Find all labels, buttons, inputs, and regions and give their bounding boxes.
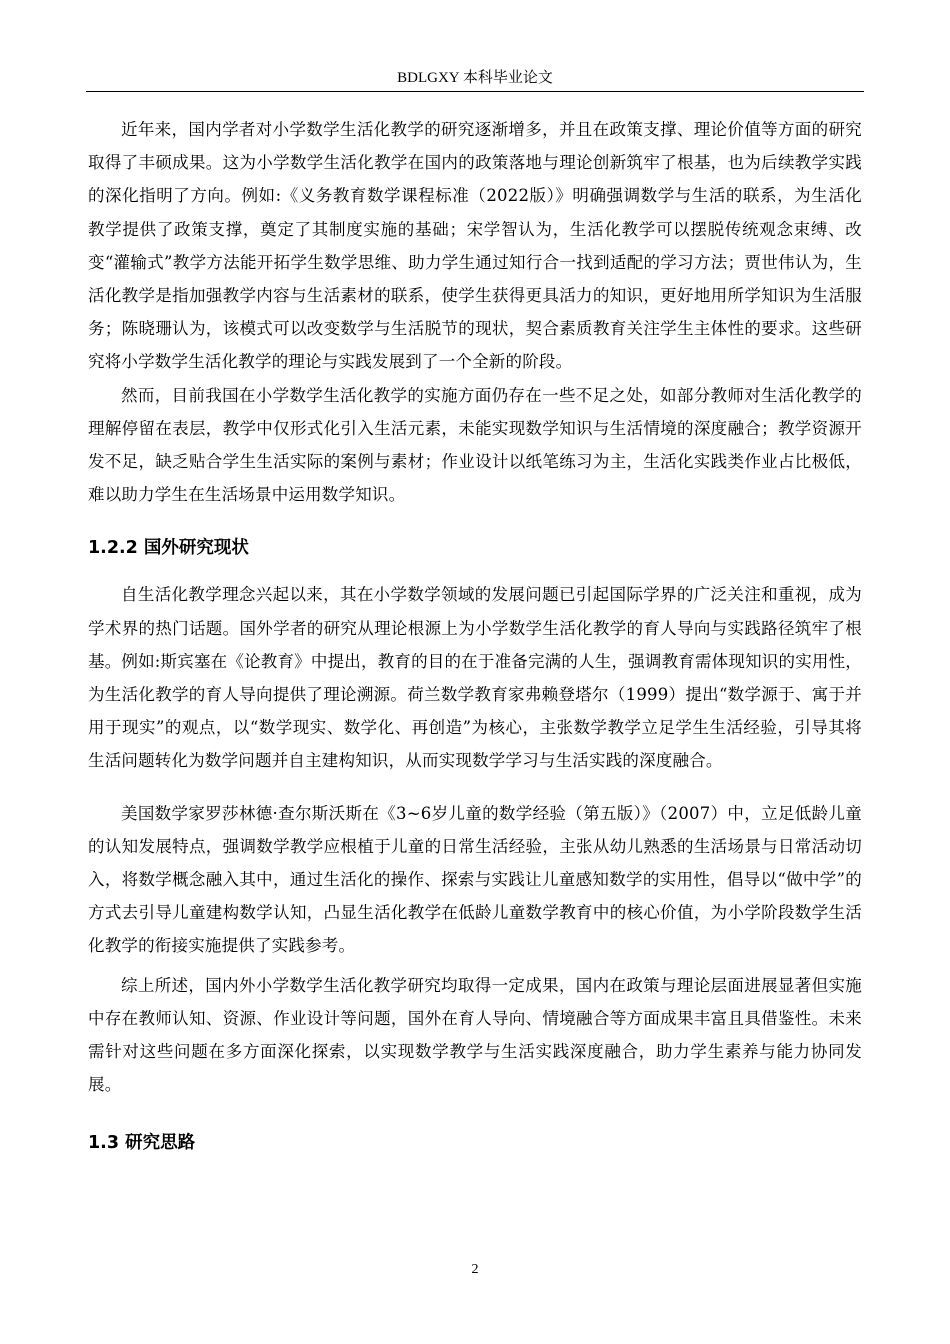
paragraph-spacer [88, 778, 862, 797]
header-rule [86, 91, 864, 92]
paragraph-domestic-2: 然而，目前我国在小学数学生活化教学的实施方面仍存在一些不足之处，如部分教师对生活化教学的理解停留在表层，教学中仅形式化引入生活元素，未能实现数学知识与生活情境的深度融合；教学资源开发不足，缺乏贴合学生生活实际的案例与素材；作业设计以纸笔练习为主，生活化实践类作业占比极低，难以助力学生在生活场景中运用数学知识。 [88, 385, 862, 505]
running-header: BDLGXY 本科毕业论文 [397, 70, 553, 86]
section-heading-1-3: 1.3 研究思路 [88, 1133, 196, 1154]
page-number: 2 [471, 1262, 479, 1277]
section-heading-1-2-2: 1.2.2 国外研究现状 [88, 538, 249, 559]
paragraph-foreign-1: 自生活化教学理念兴起以来，其在小学数学领域的发展问题已引起国际学界的广泛关注和重视，成为学术界的热门话题。国外学者的研究从理论根源上为小学数学生活化教学的育人导向与实践路径筑牢了根基。例如:斯宾塞在《论教育》中提出，教育的目的在于准备完满的人生，强调教育需体现知识的实用性，为生活化教学的育人导向提供了理论溯源。荷兰数学教育家弗赖登塔尔（1999）提出“数学源于、寓于并用于现实”的观点，以“数学现实、数学化、再创造”为核心，主张数学教学立足学生生活经验，引导其将生活问题转化为数学问题并自主建构知识，从而实现数学学习与生活实践的深度融合。 [88, 585, 862, 771]
page-body [88, 113, 862, 1155]
paragraph-domestic-1: 近年来，国内学者对小学数学生活化教学的研究逐渐增多，并且在政策支撑、理论价值等方面的研究取得了丰硕成果。这为小学数学生活化教学在国内的政策落地与理论创新筑牢了根基，也为后续教学实践的深化指明了方向。例如:《义务教育数学课程标准（2022版）》明确强调数学与生活的联系，为生活化教学提供了政策支撑，奠定了其制度实施的基础；宋学智认为，生活化教学可以摆脱传统观念束缚、改变“灌输式”教学方法能开拓学生数学思维、助力学生通过知行合一找到适配的学习方法；贾世伟认为，生活化教学是指加强教学内容与生活素材的联系，使学生获得更具活力的知识，更好地用所学知识为生活服务；陈晓珊认为，该模式可以改变数学与生活脱节的现状，契合素质教育关注学生主体性的要求。这些研究将小学数学生活化教学的理论与实践发展到了一个全新的阶段。 [88, 120, 862, 372]
paragraph-summary: 综上所述，国内外小学数学生活化教学研究均取得一定成果，国内在政策与理论层面进展显著但实施中存在教师认知、资源、作业设计等问题，国外在育人导向、情境融合等方面成果丰富且具借鉴性。未来需针对这些问题在多方面深化探索，以实现数学教学与生活实践深度融合，助力学生素养与能力协同发展。 [88, 975, 862, 1095]
paragraph-foreign-2: 美国数学家罗莎林德·查尔斯沃斯在《3~6岁儿童的数学经验（第五版）》（2007）中，立足低龄儿童的认知发展特点，强调数学教学应根植于儿童的日常生活经验，主张从幼儿熟悉的生活场景与日常活动切入，将数学概念融入其中，通过生活化的操作、探索与实践让儿童感知数学的实用性，倡导以“做中学”的方式去引导儿童建构数学认知，凸显生活化教学在低龄儿童数学教育中的核心价值，为小学阶段数学生活化教学的衔接实施提供了实践参考。 [88, 803, 862, 956]
